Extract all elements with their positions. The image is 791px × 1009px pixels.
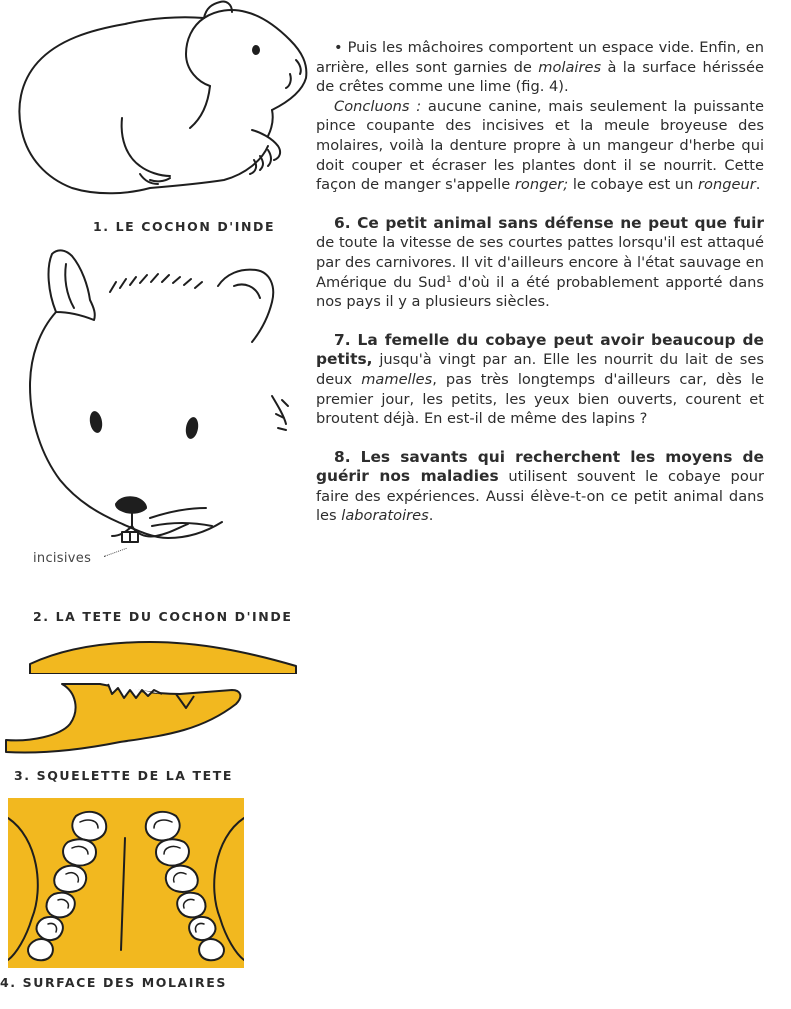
paragraph-molaires: • Puis les mâchoires comportent un espace vide. Enfin, en arrière, elles sont garnies de molaires à la surface hérissée de crêtes comme une lime (fig. 4). — [316, 39, 764, 96]
caption-figure-3: 3. SQUELETTE DE LA TETE — [14, 768, 234, 783]
incisives-label: incisives — [33, 551, 92, 566]
guinea-pig-illustration — [10, 0, 310, 205]
figure-guinea-pig — [10, 0, 310, 205]
figure-molars — [8, 798, 244, 968]
paragraph-concluons: Concluons : aucune canine, mais seulement la puissante pince coupante des incisives et la meule broyeuse des molaires, voilà la denture propre à un mangeur d'herbe qui doit couper et écraser les plantes dont il se nourrit. Cette façon de manger s'appelle ronger; le cobaye est un rongeur. — [316, 97, 764, 194]
heading-section-8: 8. Les savants qui recherchent les moyens de guérir nos maladies — [316, 447, 764, 486]
heading-section-6: 6. Ce petit animal sans défense ne peut que fuir — [334, 213, 764, 232]
caption-figure-4: 4. SURFACE DES MOLAIRES — [0, 975, 228, 990]
paragraph-section-8: 8. Les savants qui recherchent les moyens de guérir nos maladies utilisent souvent le cobaye pour faire des expériences. Aussi élève-t-on ce petit animal dans les laboratoires. — [316, 447, 764, 525]
body-text-column — [316, 38, 764, 526]
heading-section-7: 7. La femelle du cobaye peut avoir beaucoup de petits, — [316, 330, 764, 369]
caption-figure-2: 2. LA TETE DU COCHON D'INDE — [33, 609, 293, 624]
bullet-icon: • — [334, 39, 343, 56]
paragraph-section-7: 7. La femelle du cobaye peut avoir beaucoup de petits, jusqu'à vingt par an. Elle les nourrit du lait de ses deux mamelles, pas très longtemps d'ailleurs car, dès le premier jour, les petits, les yeux bien ouverts, courent et broutent déjà. En est-il de même des lapins ? — [316, 330, 764, 428]
skull-illustration — [0, 632, 300, 760]
figure-guinea-pig-head — [22, 246, 307, 551]
molars-illustration — [8, 798, 244, 968]
paragraph-section-6: 6. Ce petit animal sans défense ne peut que fuir de toute la vitesse de ses courtes pattes lorsqu'il est attaqué par des carnivores. Il vit d'ailleurs encore à l'état sauvage en Amérique du Sud$^1$ d'où il a été probablement apporté dans nos pays il y a plusieurs siècles. — [316, 213, 764, 311]
figure-skull — [0, 632, 300, 760]
guinea-pig-head-illustration — [22, 246, 307, 551]
footnote-marker: 1 — [445, 274, 452, 285]
caption-figure-1: 1. LE COCHON D'INDE — [93, 219, 276, 234]
